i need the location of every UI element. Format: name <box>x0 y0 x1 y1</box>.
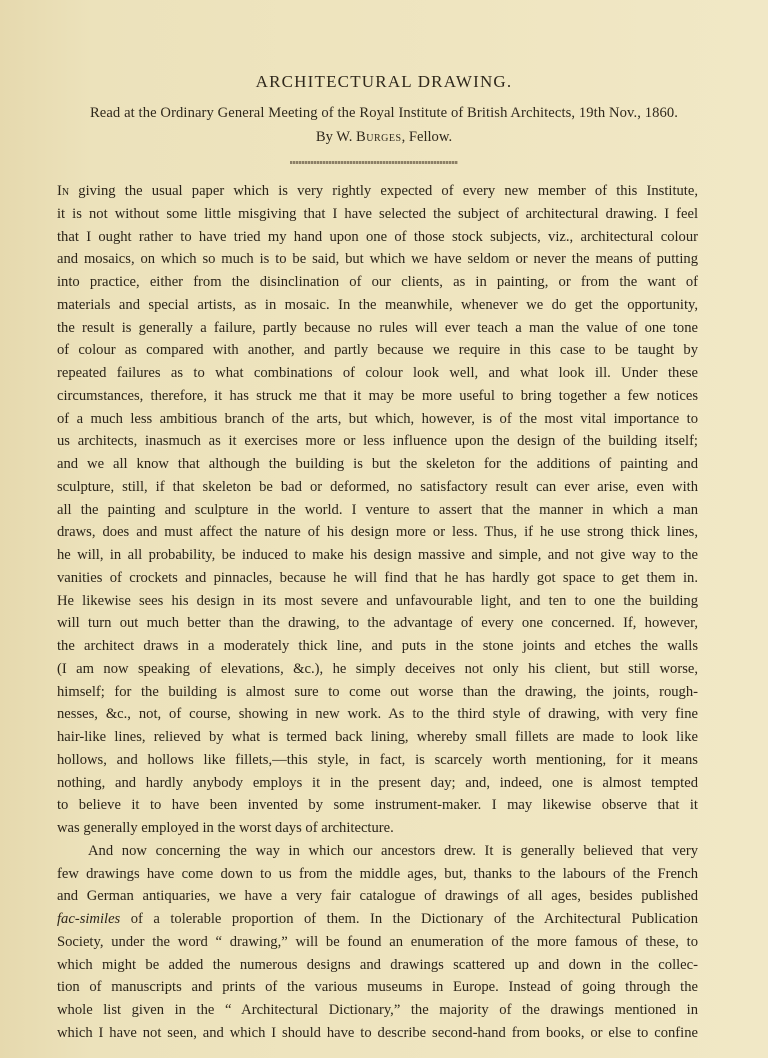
text-line: repeated failures as to what combinations of colour look well, and what look ill. Under these <box>57 365 698 381</box>
dropcap-word: In <box>57 183 70 199</box>
text-line: into practice, either from the disinclination of our clients, as in painting, or from the want of <box>57 274 698 290</box>
text-line: of colour as compared with another, and partly because we require in this case to be taught by <box>57 342 698 359</box>
text-line: will turn out much better than the drawing, to the advantage of every one concerned. If, however, <box>57 615 698 632</box>
text-line: he will, in all probability, be induced to make his design massive and simple, and not give way to the <box>57 547 698 563</box>
author-name: Burges <box>356 129 402 145</box>
text-line: In giving the usual paper which is very rightly expected of every new member of this Institute, <box>57 183 698 199</box>
text-line: And now concerning the way in which our ancestors drew. It is generally believed that very <box>88 842 698 859</box>
text-line: He likewise sees his design in its most severe and unfavourable light, and ten to one the building <box>57 592 698 609</box>
italic-term: fac-similes <box>57 911 121 927</box>
text-line: Society, under the word “ drawing,” will be found an enumeration of the more famous of these, to <box>57 933 698 950</box>
text-line: vanities of crockets and pinnacles, because he will find that he has hardly got space to get them in. <box>57 569 698 586</box>
text-line: tion of manuscripts and prints of the various museums in Europe. Instead of going through the <box>57 979 698 996</box>
text-line: nesses, &c., not, of course, showing in new work. As to the third style of drawing, with very fine <box>57 706 698 723</box>
wavy-rule-divider <box>290 161 458 164</box>
text-line: draws, does and must affect the nature of his design more or less. Thus, if he use strong thick lines, <box>57 524 698 541</box>
text-line: to believe it to have been invented by some instrument-maker. I may likewise observe that it <box>57 797 698 814</box>
text-line: himself; for the building is almost sure to come out worse than the drawing, the joints, rough- <box>57 683 698 700</box>
text-line: fac-similes of a tolerable proportion of them. In the Dictionary of the Architectural Publication <box>57 911 698 927</box>
text-line: the architect draws in a moderately thick line, and puts in the stone joints and etches the walls <box>57 638 698 654</box>
text-line: all the painting and sculpture in the world. I venture to assert that the manner in which a man <box>57 501 698 518</box>
text-line: materials and special artists, as in mosaic. In the meanwhile, whenever we do get the opportunity, <box>57 296 698 313</box>
byline <box>0 129 768 146</box>
text-line: it is not without some little misgiving that I have selected the subject of architectural drawing. I feel <box>57 205 698 222</box>
text-line: and German antiquaries, we have a very fair catalogue of drawings of all ages, besides published <box>57 888 698 905</box>
text-line: circumstances, therefore, it has struck me that it may be more useful to bring together a few notices <box>57 387 698 404</box>
text-line: which I have not seen, and which I should have to describe second-hand from books, or else to confine <box>57 1024 698 1041</box>
text-line: was generally employed in the worst days of architecture. <box>57 820 394 836</box>
text-line: us architects, inasmuch as it exercises more or less influence upon the design of the building itself; <box>57 433 698 450</box>
text-line: of a much less ambitious branch of the arts, but which, however, is of the most vital importance to <box>57 410 698 427</box>
text-line: sculpture, still, if that skeleton be bad or deformed, no satisfactory result can ever arise, even with <box>57 478 698 495</box>
text-line: whole list given in the “ Architectural Dictionary,” the majority of the drawings mentioned in <box>57 1002 698 1018</box>
text-line: few drawings have come down to us from the middle ages, but, thanks to the labours of the French <box>57 865 698 882</box>
text-line: and we all know that although the building is but the skeleton for the additions of painting and <box>57 456 698 472</box>
text-line: that I ought rather to have tried my hand upon one of those stock subjects, viz., architectural colour <box>57 228 698 245</box>
text-line: hair-like lines, relieved by what is termed back lining, whereby small fillets are made to look like <box>57 729 698 745</box>
text-line: nothing, and hardly anybody employs it in the present day; and, indeed, one is almost tempted <box>57 774 698 791</box>
text-line: hollows, and hollows like fillets,—this style, in fact, is scarcely worth mentioning, for it means <box>57 751 698 768</box>
byline-prefix: By W. <box>315 129 357 145</box>
body-text <box>57 180 698 1045</box>
byline-suffix: , Fellow. <box>401 129 453 145</box>
text-line: the result is generally a failure, partly because no rules will ever teach a man the value of one tone <box>57 319 698 336</box>
page-title: ARCHITECTURAL DRAWING. <box>255 72 513 91</box>
text-line: and mosaics, on which so much is to be said, but which we have seldom or never the means of putting <box>57 251 698 268</box>
text-line: (I am now speaking of elevations, &c.), he simply deceives not only his client, but still worse, <box>57 660 698 677</box>
subtitle: Read at the Ordinary General Meeting of the Royal Institute of British Architects, 19th Nov., 1860. <box>89 105 679 121</box>
text-line: which might be added the numerous designs and drawings scattered up and down in the collec- <box>57 956 698 973</box>
